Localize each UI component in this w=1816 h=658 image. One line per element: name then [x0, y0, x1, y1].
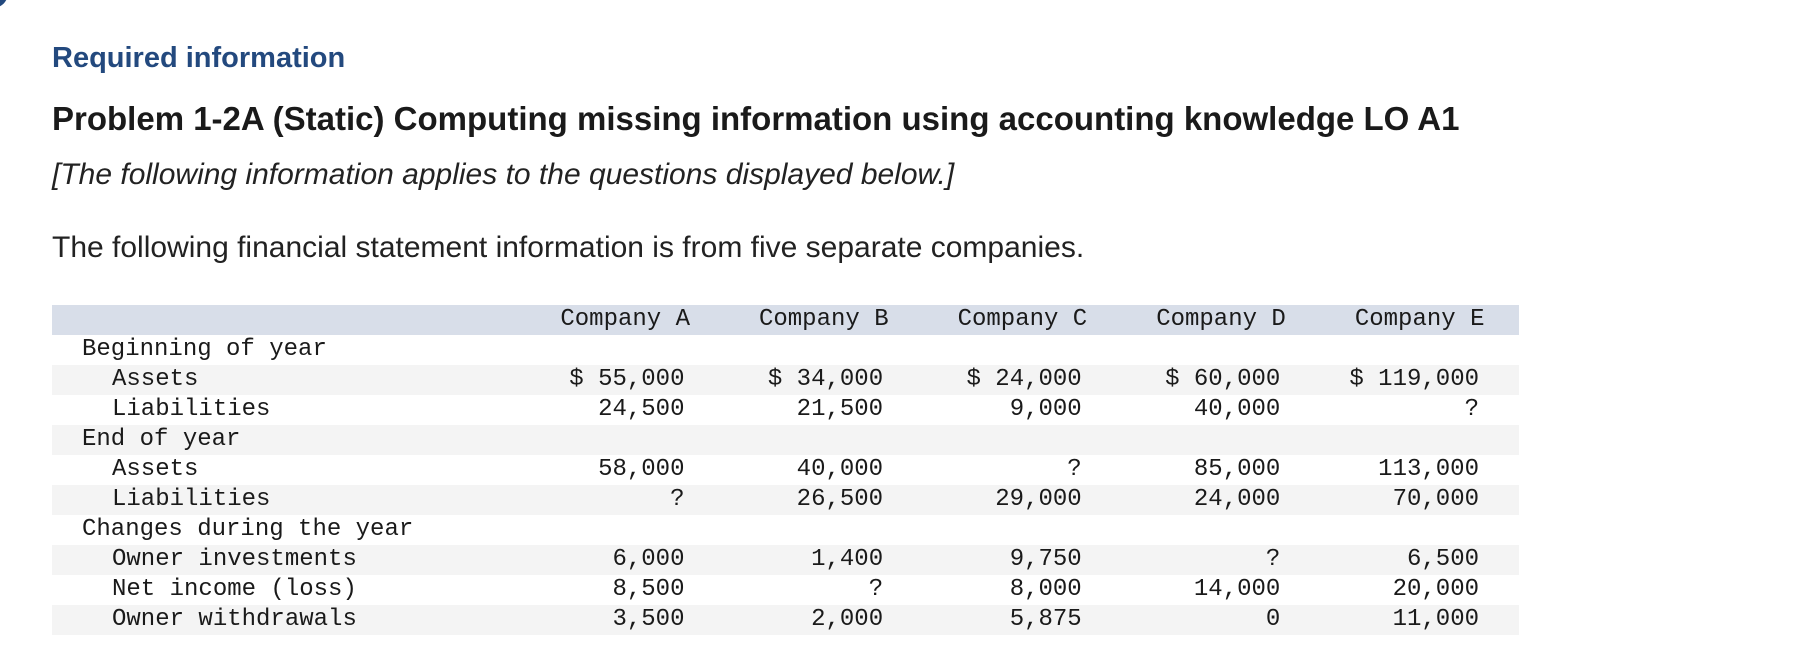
cell-value: 40,000 [1193, 396, 1281, 423]
table-body [52, 335, 1519, 635]
cell-value: 85,000 [1193, 456, 1281, 483]
table-row [52, 455, 1519, 485]
table-header-row [52, 305, 1519, 335]
cell-value: 9,000 [1009, 396, 1082, 423]
cell-value: 5,875 [1009, 606, 1082, 633]
cell-value [1320, 335, 1519, 365]
label-column-header [52, 305, 526, 335]
cell-value [526, 515, 725, 545]
cell-value: 21,500 [796, 396, 884, 423]
column-header-company-b: Company B [758, 306, 889, 333]
cell-value: $ 55,000 [569, 366, 685, 393]
row-label: Changes during the year [82, 516, 414, 543]
column-header-company-e: Company E [1354, 306, 1485, 333]
cell-value: ? [1464, 396, 1479, 423]
table-row [52, 605, 1519, 635]
row-label: Owner investments [112, 546, 357, 573]
row-label: End of year [82, 426, 241, 453]
cell-value: 6,000 [612, 546, 685, 573]
row-label: Assets [112, 456, 199, 483]
cell-value: 113,000 [1378, 456, 1479, 483]
cell-value: $ 60,000 [1165, 366, 1281, 393]
financial-statement-table [52, 305, 1519, 635]
cell-value: 3,500 [612, 606, 685, 633]
cell-value: 24,500 [598, 396, 685, 423]
cell-value: 29,000 [995, 486, 1082, 513]
cell-value [1122, 515, 1321, 545]
row-label: Liabilities [112, 486, 271, 513]
table-row [52, 335, 1519, 365]
cell-value: 6,500 [1406, 546, 1479, 573]
required-information-heading: Required information [52, 42, 346, 74]
cell-value: $ 34,000 [767, 366, 884, 393]
cell-value: $ 24,000 [966, 366, 1082, 393]
cell-value: 9,750 [1009, 546, 1082, 573]
table-row [52, 545, 1519, 575]
cell-value: 11,000 [1392, 606, 1479, 633]
cell-value: 70,000 [1392, 486, 1479, 513]
table-row [52, 485, 1519, 515]
row-label: Liabilities [112, 396, 271, 423]
cell-value [724, 335, 923, 365]
cell-value: 26,500 [796, 486, 884, 513]
table-row [52, 425, 1519, 455]
cell-value [526, 335, 725, 365]
cell-value [923, 335, 1122, 365]
cell-value [724, 515, 923, 545]
cell-value: 14,000 [1193, 576, 1281, 603]
problem-title: Problem 1-2A (Static) Computing missing information using accounting knowledge LO A1 [52, 100, 1460, 137]
column-header-company-c: Company C [957, 306, 1088, 333]
cell-value: 20,000 [1392, 576, 1479, 603]
cell-value: 24,000 [1193, 486, 1281, 513]
cell-value [1122, 425, 1321, 455]
cell-value [1320, 425, 1519, 455]
cell-value: 2,000 [811, 606, 884, 633]
row-label: Beginning of year [82, 336, 327, 363]
cell-value: ? [868, 576, 884, 603]
table-row [52, 395, 1519, 425]
table-row [52, 575, 1519, 605]
cell-value: ? [670, 486, 685, 513]
cell-value [923, 425, 1122, 455]
cell-value [1320, 515, 1519, 545]
applies-note: [The following information applies to the questions displayed below.] [52, 158, 955, 191]
cell-value [724, 425, 923, 455]
table-row [52, 365, 1519, 395]
cell-value: $ 119,000 [1349, 366, 1479, 393]
cell-value: 1,400 [811, 546, 884, 573]
table-row [52, 515, 1519, 545]
column-header-company-d: Company D [1156, 306, 1286, 333]
cell-value [923, 515, 1122, 545]
row-label: Assets [112, 366, 199, 393]
cell-value: ? [1067, 456, 1082, 483]
row-label: Owner withdrawals [112, 606, 357, 633]
cell-value: 58,000 [598, 456, 685, 483]
cell-value: ? [1265, 546, 1281, 573]
cell-value [1122, 335, 1321, 365]
cell-value: 8,000 [1009, 576, 1082, 603]
column-header-company-a: Company A [560, 306, 690, 333]
row-label: Net income (loss) [112, 576, 357, 603]
intro-text: The following financial statement information is from five separate companies. [52, 231, 1085, 264]
cell-value: 8,500 [612, 576, 685, 603]
corner-badge [0, 0, 8, 8]
cell-value: 40,000 [796, 456, 884, 483]
cell-value: 0 [1265, 606, 1281, 633]
cell-value [526, 425, 725, 455]
